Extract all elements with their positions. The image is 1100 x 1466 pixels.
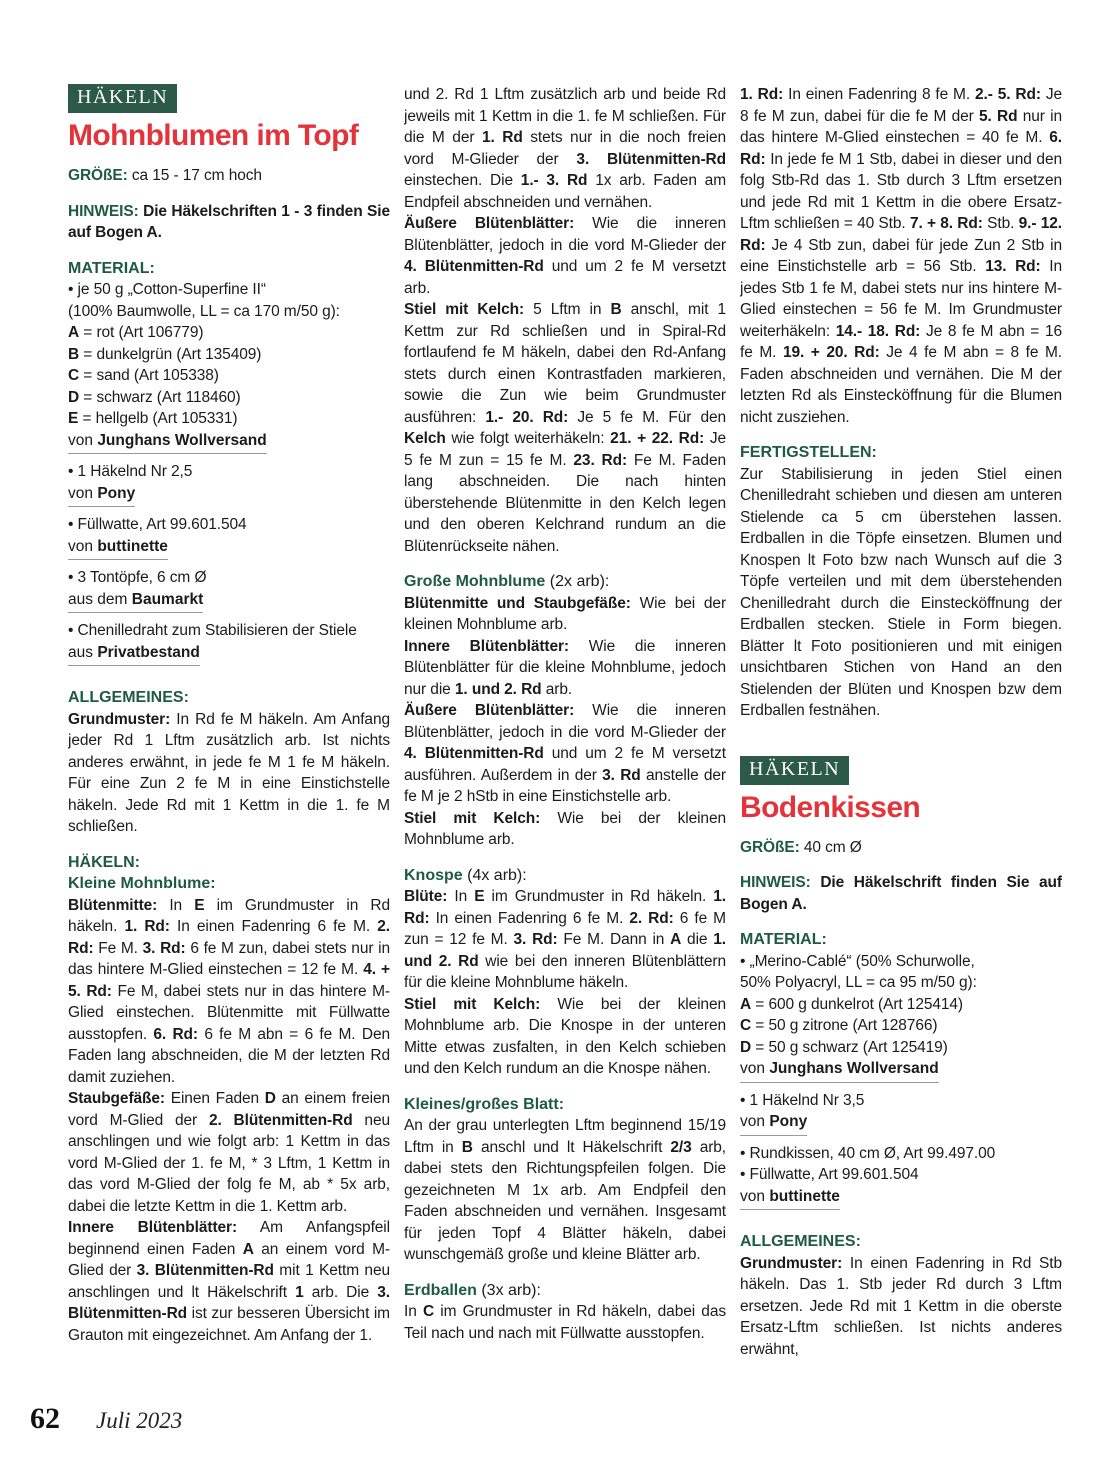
- bold-text: B: [610, 301, 622, 318]
- paragraph: Innere Blütenblätter: Wie die inneren Blütenblätter für die kleine Mohnblume, jedoch nur die 1. und 2. Rd arb.: [404, 637, 726, 698]
- section-heading: Große Mohnblume (2x arb):: [404, 573, 610, 590]
- paragraph: Grundmuster: In einen Fadenring in Rd Stb häkeln. Das 1. Stb jeder Rd durch 3 Lftm ersetzen. Jede Rd mit 1 Kettm in die oberste Ersatz-Lftm schließen. Ist nichts anderes erwähnt,: [740, 1254, 1062, 1358]
- category-badge: HÄKELN: [68, 84, 177, 113]
- bold-text: 21. + 22. Rd:: [610, 430, 705, 447]
- bold-text: 2. Rd:: [68, 918, 390, 957]
- bold-text: B: [68, 345, 80, 363]
- spacer: [404, 557, 726, 571]
- bold-text: Äußere Blütenblätter:: [404, 702, 575, 719]
- section-heading: ALLGEMEINES:: [740, 1233, 861, 1250]
- bold-text: E: [194, 896, 205, 914]
- category-badge: HÄKELN: [740, 756, 849, 785]
- label-lead: HINWEIS:: [740, 874, 811, 891]
- column-right: [740, 84, 1062, 1418]
- bold-text: 2/3: [670, 1138, 692, 1156]
- supplier-underline: von Pony: [68, 483, 135, 508]
- paragraph: GRÖßE: 40 cm Ø: [740, 838, 862, 856]
- paragraph: und 2. Rd 1 Lftm zusätzlich arb und beide Rd jeweils mit 1 Kettm in die 1. fe M schließen. Für die M der 1. Rd stets nur in die noch freien vord M-Glieder der 3. Blütenmitten-Rd einstechen. Die 1.- 3. Rd 1x arb. Faden am Endpfeil abschneiden und vernähen.: [404, 86, 726, 211]
- bold-text: C: [740, 1017, 752, 1034]
- spacer: [740, 1217, 1062, 1231]
- paragraph: A = 600 g dunkelrot (Art 125414): [740, 995, 963, 1013]
- bold-text: D: [740, 1038, 752, 1056]
- paragraph: In C im Grundmuster in Rd häkeln, dabei das Teil nach und nach mit Füllwatte ausstopfen.: [404, 1303, 726, 1342]
- category-badge-wrap: [68, 84, 390, 113]
- bold-text: Kelch: [404, 430, 446, 447]
- paragraph: C = 50 g zitrone (Art 128766): [740, 1017, 938, 1034]
- bold-text: Junghans Wollversand: [97, 431, 267, 449]
- bold-text: 14.- 18. Rd:: [835, 322, 921, 340]
- paragraph: Äußere Blütenblätter: Wie die inneren Blütenblätter, jedoch in die vord M-Glieder der 4. Blütenmitten-Rd und um 2 fe M versetzt arb.: [404, 215, 726, 297]
- supplier-line: [68, 589, 390, 614]
- spacer: [740, 915, 1062, 929]
- section-heading: MATERIAL:: [740, 931, 827, 948]
- paragraph: Staubgefäße: Einen Faden D an einem freien vord M-Glied der 2. Blütenmitten-Rd neu anschlingen und wie folgt arb: 1 Kettm in das vord M-Glied der 1. fe M, * 3 Lftm, 1 Kettm in das vord M-Glied der folg fe M, ab * 5x arb, dabei die letzte Kettm in die 1. Kettm arb.: [68, 1090, 390, 1215]
- spacer: [740, 722, 1062, 756]
- bold-text: 3. Blütenmitten-Rd: [68, 1283, 390, 1322]
- bold-text: Stiel mit Kelch:: [404, 809, 541, 827]
- bold-text: D: [68, 388, 80, 406]
- spacer: [68, 244, 390, 258]
- spacer: [404, 1080, 726, 1094]
- section-heading: MATERIAL:: [68, 259, 155, 277]
- bold-text: C: [422, 1303, 435, 1320]
- paragraph: D = schwarz (Art 118460): [68, 388, 241, 406]
- bold-text: 3. Rd:: [513, 931, 558, 948]
- spacer: [740, 858, 1062, 872]
- spacer: [68, 673, 390, 687]
- section-heading: Erdballen (3x arb):: [404, 1281, 541, 1299]
- paragraph: Blütenmitte und Staubgefäße: Wie bei der kleinen Mohnblume arb.: [404, 594, 726, 633]
- supplier-underline: von buttinette: [68, 536, 168, 561]
- supplier-underline: aus dem Baumarkt: [68, 589, 203, 614]
- bold-text: 1. Rd:: [404, 888, 726, 927]
- paragraph: Blüte: In E im Grundmuster in Rd häkeln. 1. Rd: In einen Fadenring 6 fe M. 2. Rd: 6 fe M zun = 12 fe M. 3. Rd: Fe M. Dann in A die 1. und 2. Rd wie bei den inneren Blütenblättern für die kleine Mohnblume häkeln.: [404, 888, 726, 991]
- paragraph: Zur Stabilisierung in jeden Stiel einen Chenilledraht schieben und diesen am unteren Stielende ca 5 cm überstehen lassen. Erdballen in die Töpfe einsetzen. Blumen und Knospen lt Foto bzw nach Wunsch auf die 3 Töpfe verteilen und mit dem überstehenden Chenilledraht durch die Einstecköffnung der Erdballen stecken. Stiele in Form biegen. Blätter lt Foto positionieren und mit einigen unsichtbaren Stichen von Hand an den Stielenden der Blüten und Knospen bzw dem Erdballen festnähen.: [740, 465, 1062, 719]
- spacer: [404, 1266, 726, 1280]
- paragraph: Stiel mit Kelch: Wie bei der kleinen Mohnblume arb.: [404, 809, 726, 848]
- label-lead: GRÖßE:: [740, 838, 800, 856]
- bold-text: E: [68, 410, 79, 427]
- bold-text: Blüte:: [404, 888, 448, 905]
- supplier-line: [68, 430, 390, 455]
- section-heading: Kleine Mohnblume:: [68, 875, 216, 892]
- bold-text: 2.- 5. Rd:: [975, 86, 1041, 103]
- bold-text: A: [68, 324, 80, 341]
- paragraph: Innere Blütenblätter: Am Anfangspfeil beginnend einen Faden A an einem vord M-Glied der 3. Blütenmitten-Rd mit 1 Kettm neu anschlingen und lt Häkelschrift 1 arb. Die 3. Blütenmitten-Rd ist zur besseren Übersicht im Grauton mit eingezeichnet. Am Anfang der 1.: [68, 1219, 390, 1344]
- bullet-item: • 1 Häkelnd Nr 2,5: [68, 463, 193, 480]
- section-heading: ALLGEMEINES:: [68, 689, 189, 706]
- paragraph: 1. Rd: In einen Fadenring 8 fe M. 2.- 5. Rd: Je 8 fe M zun, dabei für die fe M der 5. Rd nur in das hintere M-Glied einstechen = 40 fe M. 6. Rd: In jede fe M 1 Stb, dabei in dieser und den folg Stb-Rd das 1. Stb durch 3 Lftm ersetzen und jede Rd mit 1 Kettm in die obere Ersatz-Lftm schließen = 40 Stb. 7. + 8. Rd: Stb. 9.- 12. Rd: Je 4 Stb zun, dabei für jede Zun 2 Stb in eine Einstichstelle arb = 56 Stb. 13. Rd: In jedes Stb 1 fe M, dabei stets nur ins hintere M-Glied einstechen = 56 fe M. Im Grundmuster weiterhäkeln: 14.- 18. Rd: Je 8 fe M abn = 16 fe M. 19. + 20. Rd: Je 4 fe M abn = 8 fe M. Faden abschneiden und vernähen. Die M der letzten Rd als Einstecköffnung für die Blumen nicht zusziehen.: [740, 86, 1062, 426]
- bold-text: 4. + 5. Rd:: [68, 961, 390, 1000]
- paragraph: GRÖßE: ca 15 - 17 cm hoch: [68, 167, 262, 184]
- bold-text: 23. Rd:: [573, 451, 628, 469]
- category-badge-wrap: [740, 756, 1062, 785]
- bold-text: 13. Rd:: [985, 258, 1041, 275]
- bold-text: Innere Blütenblätter:: [68, 1219, 238, 1236]
- supplier-underline: aus Privatbestand: [68, 642, 200, 667]
- bold-text: 2. Blütenmitten-Rd: [208, 1111, 353, 1129]
- article-title: Mohnblumen im Topf: [68, 119, 359, 152]
- bold-text: 19. + 20. Rd:: [782, 344, 880, 361]
- bold-text: 1. Rd:: [124, 918, 170, 935]
- supplier-underline: von Junghans Wollversand: [740, 1058, 939, 1083]
- supplier-line: [68, 483, 390, 508]
- article-columns: [68, 84, 1062, 1418]
- bold-text: A: [670, 931, 682, 948]
- page-number: 62: [30, 1402, 60, 1435]
- bold-text: 1: [295, 1283, 304, 1301]
- bold-text: Blütenmitte und Staubgefäße:: [404, 594, 631, 612]
- issue-date: Juli 2023: [96, 1408, 183, 1433]
- bold-text: 2. Rd:: [629, 909, 674, 927]
- bold-text: 3. Rd: [602, 766, 641, 784]
- bold-text: Innere Blütenblätter:: [404, 637, 569, 655]
- bold-text: Pony: [97, 484, 136, 502]
- paragraph: Blütenmitte: In E im Grundmuster in Rd häkeln. 1. Rd: In einen Fadenring 6 fe M. 2. Rd: Fe M. 3. Rd: 6 fe M zun, dabei stets nur in das hintere M-Glied einstechen = 12 fe M. 4. + 5. Rd: Fe M, dabei stets nur in das hintere M-Glied einstechen. Blütenmitte mit Füllwatte ausstopfen. 6. Rd: 6 fe M abn = 6 fe M. Den Faden lang abschneiden, die M der letzten Rd damit zuziehen.: [68, 896, 390, 1086]
- bold-text: E: [474, 888, 485, 905]
- paragraph: An der grau unterlegten Lftm beginnend 15/19 Lftm in B anschl und lt Häkelschrift 2/3 arb, dabei stets den Richtungspfeilen folgen. Die gezeichneten M 1x arb. Am Endpfeil den Faden abschneiden und vernähen. Insgesamt für jeden Topf 4 Blätter häkeln, dabei wunschgemäß große und kleine Blätter arb.: [404, 1117, 726, 1263]
- paragraph: (100% Baumwolle, LL = ca 170 m/50 g):: [68, 302, 340, 320]
- column-left: [68, 84, 390, 1418]
- bold-text: A: [740, 995, 752, 1013]
- bullet-item: • Füllwatte, Art 99.601.504: [740, 1166, 919, 1183]
- column-middle: [404, 84, 726, 1418]
- bold-text: Die Häkelschriften 1 - 3 finden Sie auf Bogen A.: [68, 202, 390, 241]
- label-lead: HINWEIS:: [68, 202, 139, 220]
- paragraph: A = rot (Art 106779): [68, 324, 204, 341]
- bullet-item: • 1 Häkelnd Nr 3,5: [740, 1091, 865, 1109]
- heading-suffix: (2x arb):: [545, 573, 610, 590]
- bold-text: B: [461, 1138, 473, 1156]
- paragraph: 50% Polyacryl, LL = ca 95 m/50 g):: [740, 974, 977, 991]
- bold-text: buttinette: [769, 1187, 840, 1205]
- bold-text: Pony: [769, 1113, 808, 1130]
- bold-text: Blütenmitte:: [68, 896, 158, 914]
- bullet-item: • Füllwatte, Art 99.601.504: [68, 516, 247, 533]
- spacer: [68, 187, 390, 201]
- supplier-line: [68, 642, 390, 667]
- paragraph: D = 50 g schwarz (Art 125419): [740, 1038, 948, 1056]
- paragraph: E = hellgelb (Art 105331): [68, 410, 238, 427]
- paragraph: C = sand (Art 105338): [68, 367, 219, 384]
- bold-text: 3. Rd:: [142, 939, 186, 957]
- bold-text: 1. und 2. Rd: [454, 680, 542, 698]
- bold-text: Äußere Blütenblätter:: [404, 215, 575, 232]
- bold-text: 5. Rd: [978, 107, 1018, 125]
- section-heading: HÄKELN:: [68, 853, 140, 871]
- section-heading: FERTIGSTELLEN:: [740, 444, 877, 461]
- spacer: [68, 838, 390, 852]
- bold-text: Grundmuster:: [68, 710, 171, 728]
- bullet-item: • 3 Tontöpfe, 6 cm Ø: [68, 569, 207, 586]
- supplier-underline: von Junghans Wollversand: [68, 430, 267, 455]
- bold-text: buttinette: [97, 537, 168, 555]
- bold-text: 6. Rd:: [740, 129, 1062, 168]
- bold-text: A: [242, 1240, 254, 1258]
- paragraph: Grundmuster: In Rd fe M häkeln. Am Anfang jeder Rd 1 Lftm zusätzlich arb. Ist nichts anderes erwähnt, in jede fe M 1 fe M häkeln. Für eine Zun 2 fe M in eine Einstichstelle häkeln. Jede Rd mit 1 Kettm in die 1. fe M schließen.: [68, 710, 390, 835]
- bold-text: Baumarkt: [131, 590, 204, 608]
- paragraph: [740, 872, 1062, 915]
- bold-text: Die Häkelschrift finden Sie auf Bogen A.: [740, 874, 1062, 913]
- section-heading: Kleines/großes Blatt:: [404, 1095, 565, 1113]
- bold-text: 1. Rd: [481, 129, 523, 146]
- heading-suffix: (4x arb):: [462, 866, 527, 884]
- bullet-item: • je 50 g „Cotton-Superfine II“: [68, 281, 266, 298]
- bold-text: 3. Blütenmitten-Rd: [136, 1262, 274, 1279]
- paragraph: B = dunkelgrün (Art 135409): [68, 345, 262, 363]
- bold-text: 4. Blütenmitten-Rd: [404, 745, 544, 762]
- bold-text: Privatbestand: [97, 643, 200, 661]
- bold-text: Staubgefäße:: [68, 1090, 165, 1107]
- paragraph: Stiel mit Kelch: 5 Lftm in B anschl, mit 1 Kettm zur Rd schließen und in Spiral-Rd fortlaufend fe M häkeln, dabei den Rd-Anfang stets durch einen Kontrastfaden markieren, sowie die Zun wie beim Grundmuster ausführen: 1.- 20. Rd: Je 5 fe M. Für den Kelch wie folgt weiterhäkeln: 21. + 22. Rd: Je 5 fe M zun = 15 fe M. 23. Rd: Fe M. Faden lang abschneiden. Die nach hinten überstehende Blütenmitte in den Kelch legen und den oberen Kelchrand rundum an die Blütenrückseite nähen.: [404, 301, 726, 555]
- bold-text: 6. Rd:: [153, 1025, 198, 1043]
- bold-text: Grundmuster:: [740, 1254, 843, 1272]
- bold-text: 1.- 3. Rd: [520, 172, 588, 189]
- paragraph: [68, 201, 390, 244]
- supplier-line: [68, 536, 390, 561]
- supplier-underline: von buttinette: [740, 1186, 840, 1211]
- supplier-line: [740, 1111, 1062, 1136]
- section-heading: Knospe (4x arb):: [404, 866, 527, 884]
- bold-text: 1.- 20. Rd:: [485, 408, 569, 426]
- bold-text: Stiel mit Kelch:: [404, 995, 541, 1013]
- bold-text: 1. und 2. Rd: [404, 931, 726, 970]
- bold-text: 4. Blütenmitten-Rd: [404, 258, 544, 275]
- bullet-item: • Rundkissen, 40 cm Ø, Art 99.497.00: [740, 1144, 996, 1162]
- bold-text: 9.- 12. Rd:: [740, 215, 1062, 254]
- spacer: [740, 428, 1062, 442]
- supplier-underline: von Pony: [740, 1111, 807, 1136]
- supplier-line: [740, 1058, 1062, 1083]
- supplier-line: [740, 1186, 1062, 1211]
- article-title: Bodenkissen: [740, 790, 921, 824]
- spacer: [404, 851, 726, 865]
- bold-text: 1. Rd:: [740, 86, 784, 103]
- bold-text: Junghans Wollversand: [769, 1060, 939, 1077]
- paragraph: Stiel mit Kelch: Wie bei der kleinen Mohnblume arb. Die Knospe in der unteren Mitte etwas zusfalten, in den Kelch schieben und den Kelch rundum an die Knospe nähen.: [404, 995, 726, 1077]
- heading-suffix: (3x arb):: [476, 1281, 541, 1299]
- bold-text: Stiel mit Kelch:: [404, 301, 525, 318]
- bullet-item: • Chenilledraht zum Stabilisieren der Stiele: [68, 622, 357, 639]
- label-lead: GRÖßE:: [68, 167, 128, 184]
- bullet-item: • „Merino-Cablé“ (50% Schurwolle,: [740, 952, 975, 970]
- bold-text: D: [264, 1090, 276, 1107]
- bold-text: C: [68, 367, 80, 384]
- bold-text: 7. + 8. Rd:: [909, 215, 983, 232]
- bold-text: 3. Blütenmitten-Rd: [576, 150, 726, 168]
- paragraph: Äußere Blütenblätter: Wie die inneren Blütenblätter, jedoch in die vord M-Glieder der 4. Blütenmitten-Rd und um 2 fe M versetzt ausführen. Außerdem in der 3. Rd anstelle der fe M je 2 hStb in eine Einstichstelle arb.: [404, 702, 726, 805]
- page-footer: [30, 1402, 182, 1436]
